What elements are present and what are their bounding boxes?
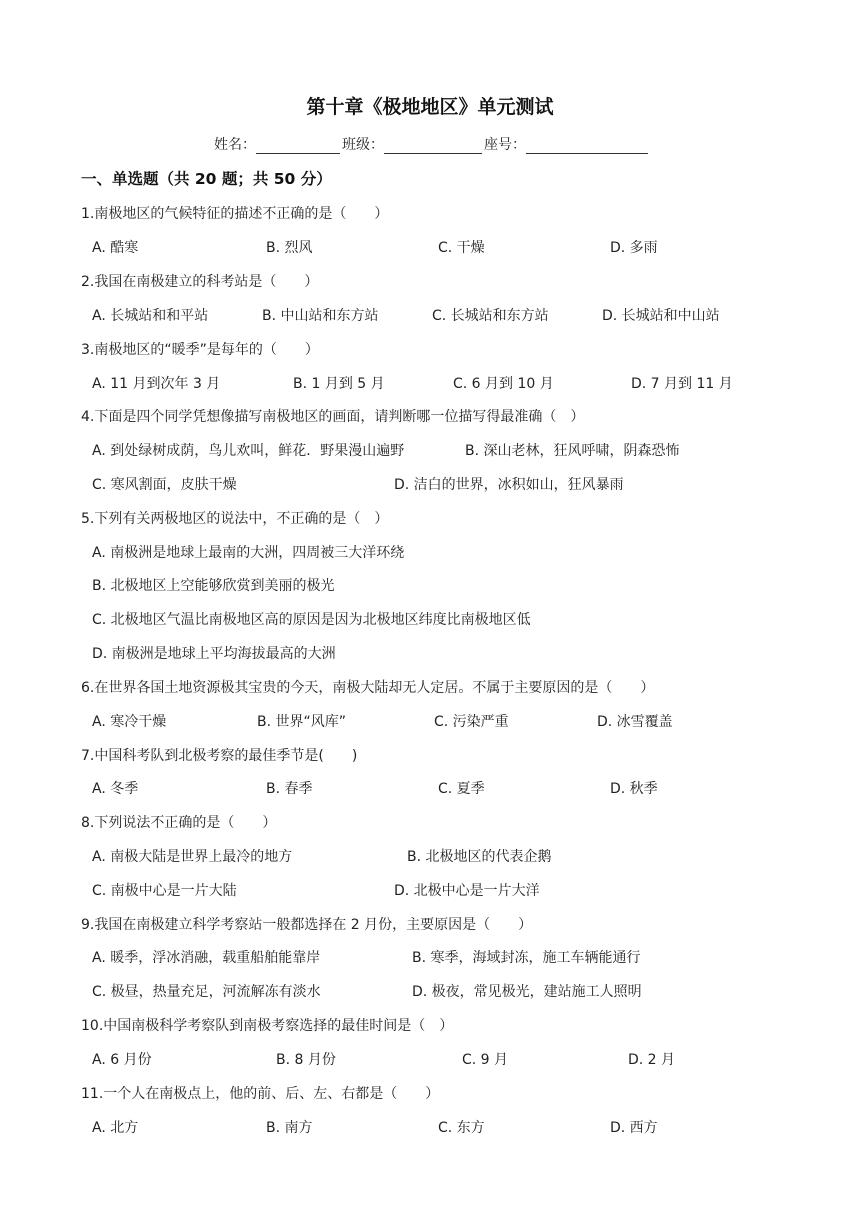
question-8: 8.下列说法不正确的是（ ） bbox=[81, 815, 277, 831]
name-label: 姓名： bbox=[214, 137, 256, 153]
name-blank[interactable] bbox=[256, 139, 340, 154]
q10-option-c[interactable]: C. 9 月 bbox=[462, 1052, 509, 1068]
q5-option-a[interactable]: A. 南极洲是地球上最南的大洲，四周被三大洋环绕 bbox=[92, 545, 405, 561]
question-5: 5.下列有关两极地区的说法中，不正确的是（ ） bbox=[81, 511, 389, 527]
q4-option-d[interactable]: D. 洁白的世界，冰积如山，狂风暴雨 bbox=[394, 477, 624, 493]
page-title: 第十章《极地地区》单元测试 bbox=[306, 96, 554, 118]
q3-option-a[interactable]: A. 11 月到次年 3 月 bbox=[92, 376, 221, 392]
q5-option-c[interactable]: C. 北极地区气温比南极地区高的原因是因为北极地区纬度比南极地区低 bbox=[92, 612, 531, 628]
q8-option-c[interactable]: C. 南极中心是一片大陆 bbox=[92, 883, 237, 899]
q9-option-a[interactable]: A. 暖季，浮冰消融，载重船舶能靠岸 bbox=[92, 950, 321, 966]
q5-option-d[interactable]: D. 南极洲是地球上平均海拔最高的大洲 bbox=[92, 646, 336, 662]
q2-option-b[interactable]: B. 中山站和东方站 bbox=[262, 308, 379, 324]
q7-option-b[interactable]: B. 春季 bbox=[266, 781, 313, 797]
q11-option-d[interactable]: D. 西方 bbox=[610, 1120, 658, 1136]
q4-option-a[interactable]: A. 到处绿树成荫，鸟儿欢叫，鲜花．野果漫山遍野 bbox=[92, 443, 405, 459]
q6-option-c[interactable]: C. 污染严重 bbox=[434, 714, 509, 730]
q3-option-b[interactable]: B. 1 月到 5 月 bbox=[293, 376, 385, 392]
question-7: 7.中国科考队到北极考察的最佳季节是( ) bbox=[81, 748, 358, 764]
question-3: 3.南极地区的“暖季”是每年的（ ） bbox=[81, 342, 319, 358]
q9-option-d[interactable]: D. 极夜，常见极光，建站施工人照明 bbox=[412, 984, 642, 1000]
question-11: 11.一个人在南极点上，他的前、后、左、右都是（ ） bbox=[81, 1086, 440, 1102]
q1-option-b[interactable]: B. 烈风 bbox=[266, 240, 313, 256]
q5-option-b[interactable]: B. 北极地区上空能够欣赏到美丽的极光 bbox=[92, 578, 335, 594]
question-1: 1.南极地区的气候特征的描述不正确的是（ ） bbox=[81, 206, 389, 222]
q11-option-b[interactable]: B. 南方 bbox=[266, 1120, 313, 1136]
q10-option-a[interactable]: A. 6 月份 bbox=[92, 1052, 152, 1068]
q10-option-d[interactable]: D. 2 月 bbox=[628, 1052, 676, 1068]
class-label: 班级： bbox=[342, 137, 384, 153]
question-4: 4.下面是四个同学凭想像描写南极地区的画面，请判断哪一位描写得最准确（ ） bbox=[81, 409, 585, 425]
q8-option-d[interactable]: D. 北极中心是一片大洋 bbox=[394, 883, 540, 899]
q1-option-c[interactable]: C. 干燥 bbox=[438, 240, 485, 256]
q6-option-d[interactable]: D. 冰雪覆盖 bbox=[597, 714, 673, 730]
q8-option-b[interactable]: B. 北极地区的代表企鹅 bbox=[407, 849, 552, 865]
q8-option-a[interactable]: A. 南极大陆是世界上最冷的地方 bbox=[92, 849, 293, 865]
q6-option-b[interactable]: B. 世界“风库” bbox=[257, 714, 347, 730]
class-blank[interactable] bbox=[384, 139, 482, 154]
q11-option-c[interactable]: C. 东方 bbox=[438, 1120, 485, 1136]
q9-option-b[interactable]: B. 寒季，海域封冻，施工车辆能通行 bbox=[412, 950, 641, 966]
q2-option-c[interactable]: C. 长城站和东方站 bbox=[432, 308, 549, 324]
q3-option-d[interactable]: D. 7 月到 11 月 bbox=[631, 376, 733, 392]
q2-option-a[interactable]: A. 长城站和和平站 bbox=[92, 308, 209, 324]
q10-option-b[interactable]: B. 8 月份 bbox=[276, 1052, 336, 1068]
question-6: 6.在世界各国土地资源极其宝贵的今天，南极大陆却无人定居。不属于主要原因的是（ ） bbox=[81, 680, 655, 696]
seat-label: 座号： bbox=[484, 137, 526, 153]
student-info-line bbox=[214, 134, 650, 154]
q7-option-d[interactable]: D. 秋季 bbox=[610, 781, 658, 797]
q6-option-a[interactable]: A. 寒冷干燥 bbox=[92, 714, 167, 730]
q1-option-d[interactable]: D. 多雨 bbox=[610, 240, 658, 256]
question-2: 2.我国在南极建立的科考站是（ ） bbox=[81, 274, 319, 290]
question-10: 10.中国南极科学考察队到南极考察选择的最佳时间是（ ） bbox=[81, 1018, 454, 1034]
q9-option-c[interactable]: C. 极昼，热量充足，河流解冻有淡水 bbox=[92, 984, 321, 1000]
seat-blank[interactable] bbox=[526, 139, 648, 154]
q4-option-c[interactable]: C. 寒风割面，皮肤干燥 bbox=[92, 477, 237, 493]
q1-option-a[interactable]: A. 酷寒 bbox=[92, 240, 139, 256]
q2-option-d[interactable]: D. 长城站和中山站 bbox=[602, 308, 720, 324]
q4-option-b[interactable]: B. 深山老林，狂风呼啸，阴森恐怖 bbox=[465, 443, 680, 459]
q7-option-c[interactable]: C. 夏季 bbox=[438, 781, 485, 797]
question-9: 9.我国在南极建立科学考察站一般都选择在 2 月份，主要原因是（ ） bbox=[81, 917, 533, 933]
q7-option-a[interactable]: A. 冬季 bbox=[92, 781, 139, 797]
section-heading: 一、单选题（共 20 题；共 50 分） bbox=[81, 170, 332, 188]
q3-option-c[interactable]: C. 6 月到 10 月 bbox=[453, 376, 554, 392]
q11-option-a[interactable]: A. 北方 bbox=[92, 1120, 139, 1136]
